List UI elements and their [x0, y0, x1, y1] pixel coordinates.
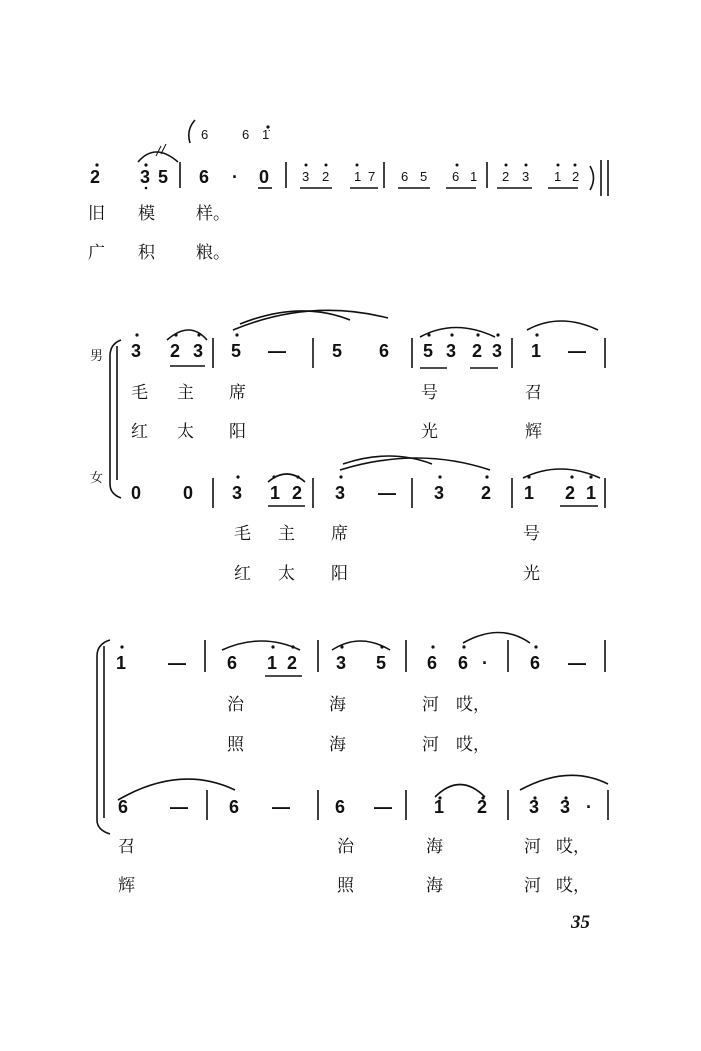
lyric: 席: [331, 524, 348, 544]
note: 5: [158, 167, 169, 187]
note: 1: [116, 653, 127, 673]
lyric: 旧: [88, 204, 105, 224]
lyric: 治: [227, 695, 244, 715]
note: 3: [193, 341, 204, 361]
dot-mark: ·: [232, 167, 238, 187]
note: 1: [470, 169, 478, 184]
note: 2: [322, 169, 330, 184]
note: 2: [170, 341, 181, 361]
note: 2: [481, 483, 492, 503]
voice-label-female: 女: [90, 471, 104, 486]
lyric: 积: [138, 243, 155, 263]
note: 3: [446, 341, 457, 361]
lyric: 阳: [229, 422, 246, 442]
prelude-note: 1̇: [262, 127, 270, 142]
lyric: 样。: [196, 204, 230, 224]
lyric: 号: [421, 383, 438, 403]
note: 6: [118, 797, 129, 817]
note: 2: [502, 169, 510, 184]
note: 3: [302, 169, 310, 184]
note: 5: [423, 341, 434, 361]
lyric: 主: [177, 383, 194, 403]
lyric: 阳: [331, 564, 348, 584]
note: 1: [434, 797, 445, 817]
hold-dash: —: [378, 483, 396, 503]
note: 6: [530, 653, 541, 673]
note: 2: [90, 167, 101, 187]
rest: 0: [183, 483, 194, 503]
lyric: 粮。: [196, 243, 230, 263]
note: 6: [335, 797, 346, 817]
note: 1: [554, 169, 562, 184]
lyric: 席: [229, 383, 246, 403]
hold-dash: —: [568, 341, 586, 361]
hold-dash: —: [268, 341, 286, 361]
lyric: 广: [88, 243, 105, 263]
lyric: 召: [118, 837, 135, 857]
lyric: 红: [234, 564, 251, 584]
lyric: 哎，: [556, 837, 590, 857]
note: 5: [332, 341, 343, 361]
note: 1: [354, 169, 362, 184]
lyric: 号: [523, 524, 540, 544]
hold-dash: —: [168, 653, 186, 673]
note: 3: [522, 169, 530, 184]
lyric: 海: [329, 735, 346, 755]
note: 6: [229, 797, 240, 817]
note: 3: [336, 653, 347, 673]
note: 6: [452, 169, 460, 184]
lyric: 光: [421, 422, 438, 442]
note: 3: [434, 483, 445, 503]
lyric: 红: [131, 422, 148, 442]
hold-dash: —: [272, 797, 290, 817]
lyric: 海: [426, 837, 443, 857]
lyric: 河: [422, 695, 439, 715]
note: 6: [199, 167, 210, 187]
note: 1: [531, 341, 542, 361]
note: 3: [131, 341, 142, 361]
lyric: 照: [337, 876, 354, 896]
note: 5: [231, 341, 242, 361]
note: 6: [379, 341, 390, 361]
page-number: 35: [571, 912, 590, 933]
note: 2: [292, 483, 303, 503]
lyric: 光: [523, 564, 540, 584]
note: 3: [492, 341, 503, 361]
note: 6: [458, 653, 469, 673]
lyric: 治: [337, 837, 354, 857]
note: 6: [227, 653, 238, 673]
lyric: 海: [426, 876, 443, 896]
lyric: 太: [177, 422, 194, 442]
dot-mark: ·: [482, 653, 488, 673]
lyric: 毛: [234, 524, 251, 544]
note: 6: [401, 169, 409, 184]
note: 5: [420, 169, 428, 184]
rest: 0: [131, 483, 142, 503]
note: 2: [472, 341, 483, 361]
lyric: 河: [524, 837, 541, 857]
note: 1: [524, 483, 535, 503]
note: 6: [427, 653, 438, 673]
note: 2: [572, 169, 580, 184]
lyric: 河: [422, 735, 439, 755]
hold-dash: —: [374, 797, 392, 817]
lyric: 太: [278, 564, 295, 584]
note: 3: [232, 483, 243, 503]
note: 1: [270, 483, 281, 503]
lyric: 海: [329, 695, 346, 715]
note: 3: [529, 797, 540, 817]
lyric: 哎，: [456, 735, 490, 755]
hold-dash: —: [170, 797, 188, 817]
note: 1: [586, 483, 597, 503]
note: 3: [140, 167, 151, 187]
note: 2: [565, 483, 576, 503]
lyric: 照: [227, 735, 244, 755]
lyric: 河: [524, 876, 541, 896]
note: 0: [259, 167, 270, 187]
note: 1: [267, 653, 278, 673]
note: 3: [560, 797, 571, 817]
lyric: 主: [278, 524, 295, 544]
lyric: 模: [138, 204, 155, 224]
prelude-note: 6: [201, 127, 209, 142]
lyric: 辉: [525, 422, 542, 442]
note: 2: [477, 797, 488, 817]
hold-dash: —: [568, 653, 586, 673]
note: 3: [335, 483, 346, 503]
lyric: 召: [525, 383, 542, 403]
note: 5: [376, 653, 387, 673]
prelude-note: 6: [242, 127, 250, 142]
note: 2: [287, 653, 298, 673]
lyric: 哎，: [556, 876, 590, 896]
voice-label-male: 男: [90, 349, 104, 364]
lyric: 哎，: [456, 695, 490, 715]
lyric: 辉: [118, 876, 135, 896]
note: 7: [368, 169, 376, 184]
lyric: 毛: [131, 383, 148, 403]
dot-mark: ·: [586, 797, 592, 817]
